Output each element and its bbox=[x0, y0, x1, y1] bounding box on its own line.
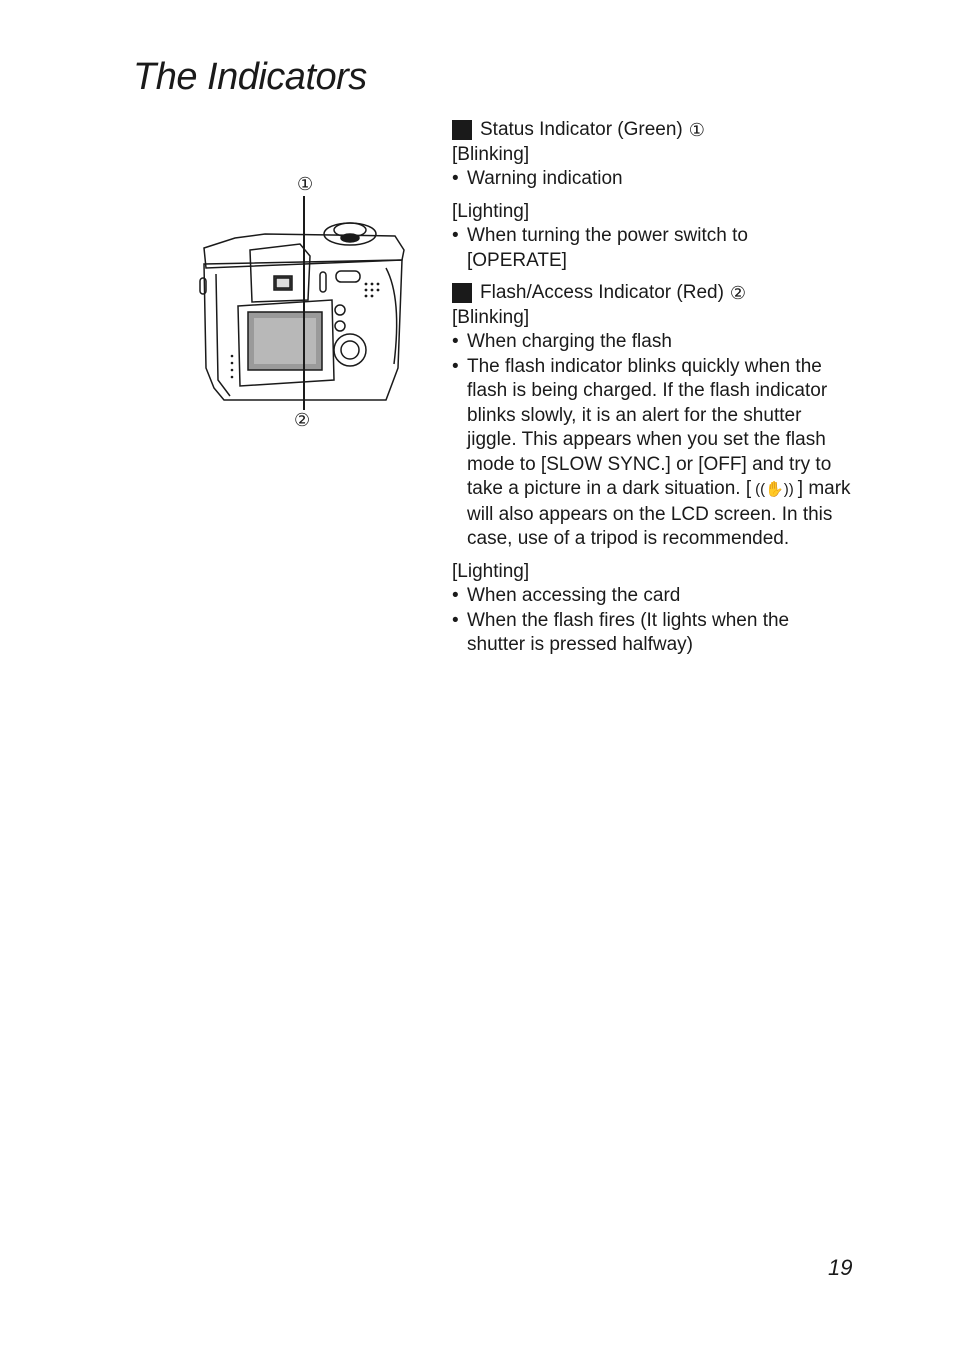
page-number: 19 bbox=[828, 1255, 853, 1280]
list-item: • When accessing the card bbox=[452, 584, 852, 609]
black-square-icon bbox=[452, 283, 472, 303]
circled-number-2: ② bbox=[729, 283, 747, 303]
list-item: • When turning the power switch to [OPERATE] bbox=[452, 224, 852, 273]
list-item: • When the flash fires (It lights when the shutter is pressed halfway) bbox=[452, 609, 852, 658]
circled-number-1: ① bbox=[688, 120, 705, 140]
status-indicator-section bbox=[452, 118, 852, 273]
callout-1-label: ① bbox=[297, 174, 314, 195]
state-label-blinking: [Blinking] bbox=[452, 143, 530, 165]
black-square-icon bbox=[452, 120, 472, 140]
section-heading-text: Flash/Access Indicator (Red) bbox=[480, 282, 724, 303]
state-label-lighting: [Lighting] bbox=[452, 200, 530, 222]
bullet-list bbox=[452, 330, 852, 552]
page-title: The Indicators bbox=[133, 56, 367, 98]
camera-body bbox=[200, 223, 404, 400]
shake-warning-icon: ((✋)) bbox=[755, 481, 794, 498]
callout-2-label: ② bbox=[294, 410, 311, 431]
bullet-list bbox=[452, 584, 852, 658]
indicator-descriptions bbox=[452, 118, 852, 658]
state-label-lighting: [Lighting] bbox=[452, 560, 530, 582]
list-item-text: The flash indicator blinks quickly when the flash is being charged. If the flash indicator blinks slowly, it is an alert for the shutter jiggle. This appears when you set the flash mode to [SLOW SYNC.] or [OFF] and try to take a picture in a dark situation. [ bbox=[467, 355, 832, 499]
list-item: • When charging the flash bbox=[452, 330, 852, 355]
list-item-text: ] mark will also appears on the LCD screen. In this case, use of a tripod is recommended. bbox=[467, 478, 851, 549]
bullet-list bbox=[452, 224, 852, 273]
list-item bbox=[452, 355, 852, 552]
state-label-blinking: [Blinking] bbox=[452, 306, 530, 328]
section-heading-text: Status Indicator (Green) bbox=[480, 119, 683, 140]
status-indicator-heading bbox=[452, 118, 852, 143]
bullet-list bbox=[452, 167, 852, 192]
flash-access-indicator-section bbox=[452, 281, 852, 658]
list-item: • Warning indication bbox=[452, 167, 852, 192]
flash-indicator-heading bbox=[452, 281, 852, 306]
camera-illustration bbox=[190, 168, 420, 438]
